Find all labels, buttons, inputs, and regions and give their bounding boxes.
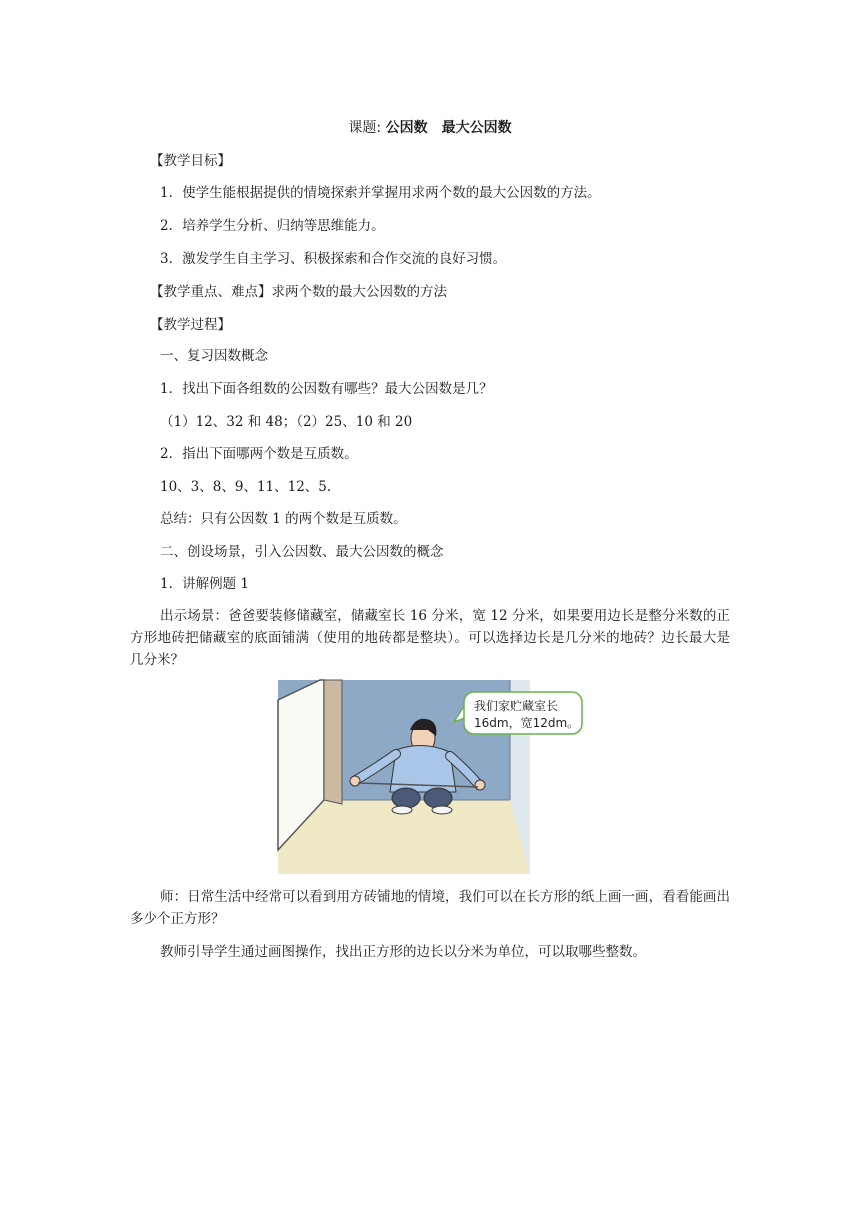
example-heading: 1．讲解例题 1 [160,576,249,592]
storage-room-illustration [278,680,580,874]
title-main: 公因数 最大公因数 [385,120,512,136]
lesson-title [0,118,860,138]
section-heading: 二、创设场景，引入公因数、最大公因数的概念 [160,544,444,560]
question-2: 2．指出下面哪两个数是互质数。 [160,446,358,462]
illustration-svg [278,680,580,874]
teacher-paragraph: 师：日常生活中经常可以看到用方砖铺地的情境，我们可以在长方形的纸上画一画，看看能画出多少个正方形？ [130,889,730,927]
question-1-groups: （1）12、32 和 48；（2）25、10 和 20 [160,414,413,430]
process-heading: 【教学过程】 [150,317,231,333]
objective-item: 1．使学生能根据提供的情境探索并掌握用求两个数的最大公因数的方法。 [160,185,601,201]
question-2-numbers: 10、3、8、9、11、12、5. [160,479,332,495]
objective-item: 3．激发学生自主学习、积极探索和合作交流的良好习惯。 [160,251,507,267]
summary: 总结：只有公因数 1 的两个数是互质数。 [160,511,407,527]
guide-paragraph: 教师引导学生通过画图操作，找出正方形的边长以分米为单位，可以取哪些整数。 [160,944,646,960]
speech-bubble [454,692,582,734]
scenario-paragraph: 出示场景：爸爸要装修储藏室，储藏室长 16 分米，宽 12 分米，如果要用边长是整分米数的正方形地砖把储藏室的底面铺满（使用的地砖都是整块）。可以选择边长是几分米的地砖？边长最大是几分米？ [130,608,730,668]
section-heading: 一、复习因数概念 [160,348,268,364]
question-1: 1．找出下面各组数的公因数有哪些？最大公因数是几？ [160,381,493,397]
title-prefix: 课题: [348,120,386,136]
key-points: 【教学重点、难点】求两个数的最大公因数的方法 [150,284,447,300]
bubble-line-2: 16dm，宽12dm。 [474,716,580,730]
objective-item: 2．培养学生分析、归纳等思维能力。 [160,218,385,234]
objectives-heading: 【教学目标】 [150,153,231,169]
bubble-line-1: 我们家贮藏室长 [474,699,559,713]
